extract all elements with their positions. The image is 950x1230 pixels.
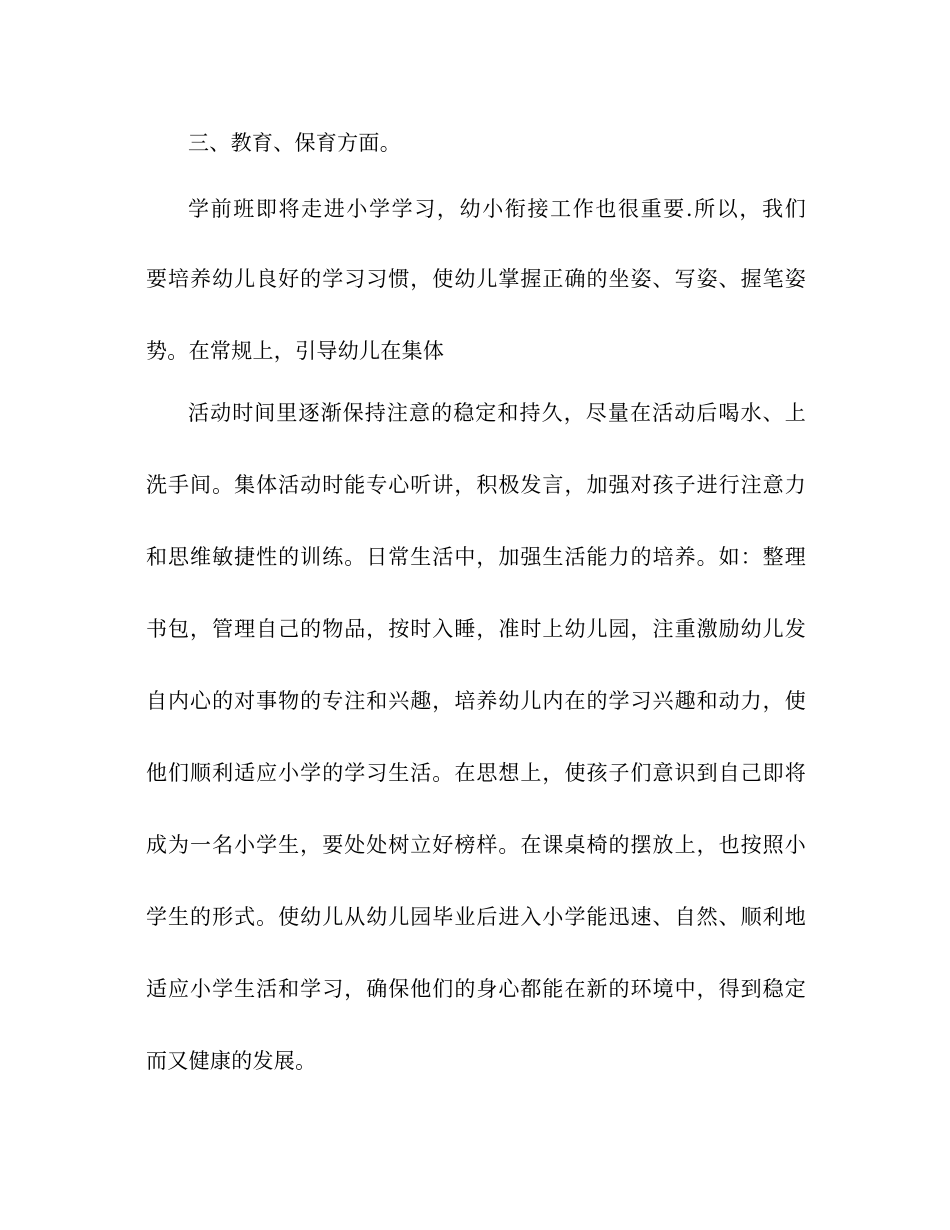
paragraph-1-line-3: 势。在常规上，引导幼儿在集体 [146,339,445,363]
paragraph-2-line-8: 学生的形式。使幼儿从幼儿园毕业后进入小学能迅速、自然、顺利地 [146,905,806,929]
paragraph-2-line-10: 而又健康的发展。 [146,1049,317,1073]
paragraph-2-line-3: 和思维敏捷性的训练。日常生活中，加强生活能力的培养。如：整理 [146,545,806,569]
paragraph-2-line-7: 成为一名小学生，要处处树立好榜样。在课桌椅的摆放上，也按照小 [146,833,806,857]
paragraph-1-line-2: 要培养幼儿良好的学习习惯，使幼儿掌握正确的坐姿、写姿、握笔姿 [146,267,806,291]
paragraph-2-line-1: 活动时间里逐渐保持注意的稳定和持久，尽量在活动后喝水、上 [188,401,806,425]
paragraph-2-line-9: 适应小学生活和学习，确保他们的身心都能在新的环境中，得到稳定 [146,977,806,1001]
paragraph-2-line-5: 自内心的对事物的专注和兴趣，培养幼儿内在的学习兴趣和动力，使 [146,689,806,713]
paragraph-2-line-2: 洗手间。集体活动时能专心听讲，积极发言，加强对孩子进行注意力 [146,473,806,497]
paragraph-2-line-6: 他们顺利适应小学的学习生活。在思想上，使孩子们意识到自己即将 [146,761,806,785]
paragraph-2-line-4: 书包，管理自己的物品，按时入睡，准时上幼儿园，注重激励幼儿发 [146,617,806,641]
paragraph-1-line-1: 学前班即将走进小学学习，幼小衔接工作也很重要.所以，我们 [188,197,806,221]
section-heading: 三、教育、保育方面。 [188,131,401,155]
